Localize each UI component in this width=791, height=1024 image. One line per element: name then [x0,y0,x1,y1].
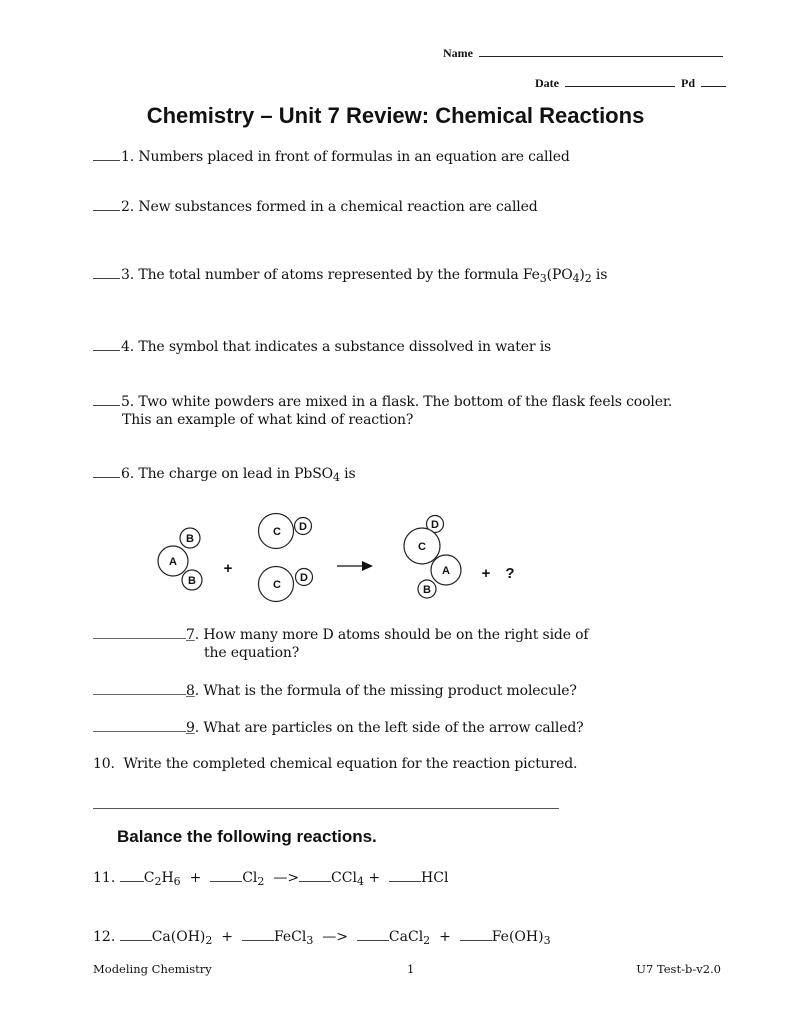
atom-label: B [423,584,431,596]
answer-blank-9[interactable] [93,719,186,732]
question-3: 3. The total number of atoms represented by the formula $Fe_3(PO_4)_2$ is [93,266,607,283]
footer-left: Modeling Chemistry [93,962,212,976]
coefficient-blank[interactable] [120,928,152,941]
atom-label: D [299,521,307,533]
atom-label: A [442,565,450,577]
pd-label: Pd [681,76,696,90]
atom-label: A [169,556,177,568]
question-1: 1. Numbers placed in front of formulas in an equation are called [93,148,570,165]
question-5: 5. Two white powders are mixed in a flask. The bottom of the flask feels cooler. [93,393,672,410]
plus-sign-left: + [223,560,233,577]
question-7-line2: the equation? [204,645,300,661]
equation-11: 11. $C_2H_6 + Cl_2$ —> CCl$_4$ + HCl [93,870,449,888]
atom-label: C [273,526,281,538]
coefficient-blank[interactable] [242,928,274,941]
question-7: 7. How many more D atoms should be on the right side of [93,626,588,643]
coefficient-blank[interactable] [389,869,421,882]
atom-label: B [188,575,196,587]
name-label: Name [443,46,473,60]
atom-label: D [431,519,439,531]
question-5-line2: This an example of what kind of reaction? [122,412,414,428]
unknown-product: ? [505,565,515,582]
coefficient-blank[interactable] [210,869,242,882]
page-number: 1 [407,962,415,976]
balance-heading: Balance the following reactions. [117,827,377,846]
atom-label: D [300,572,308,584]
question-4: 4. The symbol that indicates a substance dissolved in water is [93,338,551,355]
coefficient-blank[interactable] [460,928,492,941]
question-2: 2. New substances formed in a chemical reaction are called [93,198,538,215]
coefficient-blank[interactable] [120,869,144,882]
answer-blank-8[interactable] [93,682,186,695]
coefficient-blank[interactable] [357,928,389,941]
question-9: 9. What are particles on the left side of the arrow called? [93,719,584,736]
page-title: Chemistry – Unit 7 Review: Chemical Reactions [146,103,645,128]
atom-label: C [418,541,426,553]
atom-label: B [186,533,194,545]
atom-label: C [273,579,281,591]
plus-sign-right: + [481,565,491,582]
question-10: 10. Write the completed chemical equation for the reaction pictured. [93,756,578,772]
answer-blank-7[interactable] [93,626,186,639]
date-label: Date [535,76,559,90]
question-8: 8. What is the formula of the missing product molecule? [93,682,577,699]
equation-12: 12. $Ca(OH)_2$ + FeCl$_3$ —> CaCl$_2$ + $Fe(OH)_3$ [93,929,551,947]
coefficient-blank[interactable] [299,869,331,882]
answer-line-10[interactable] [93,808,559,809]
reaction-arrow-icon [337,561,373,571]
footer-right: U7 Test-b-v2.0 [636,962,721,976]
question-6: 6. The charge on lead in PbSO$_4$ is [93,465,356,482]
